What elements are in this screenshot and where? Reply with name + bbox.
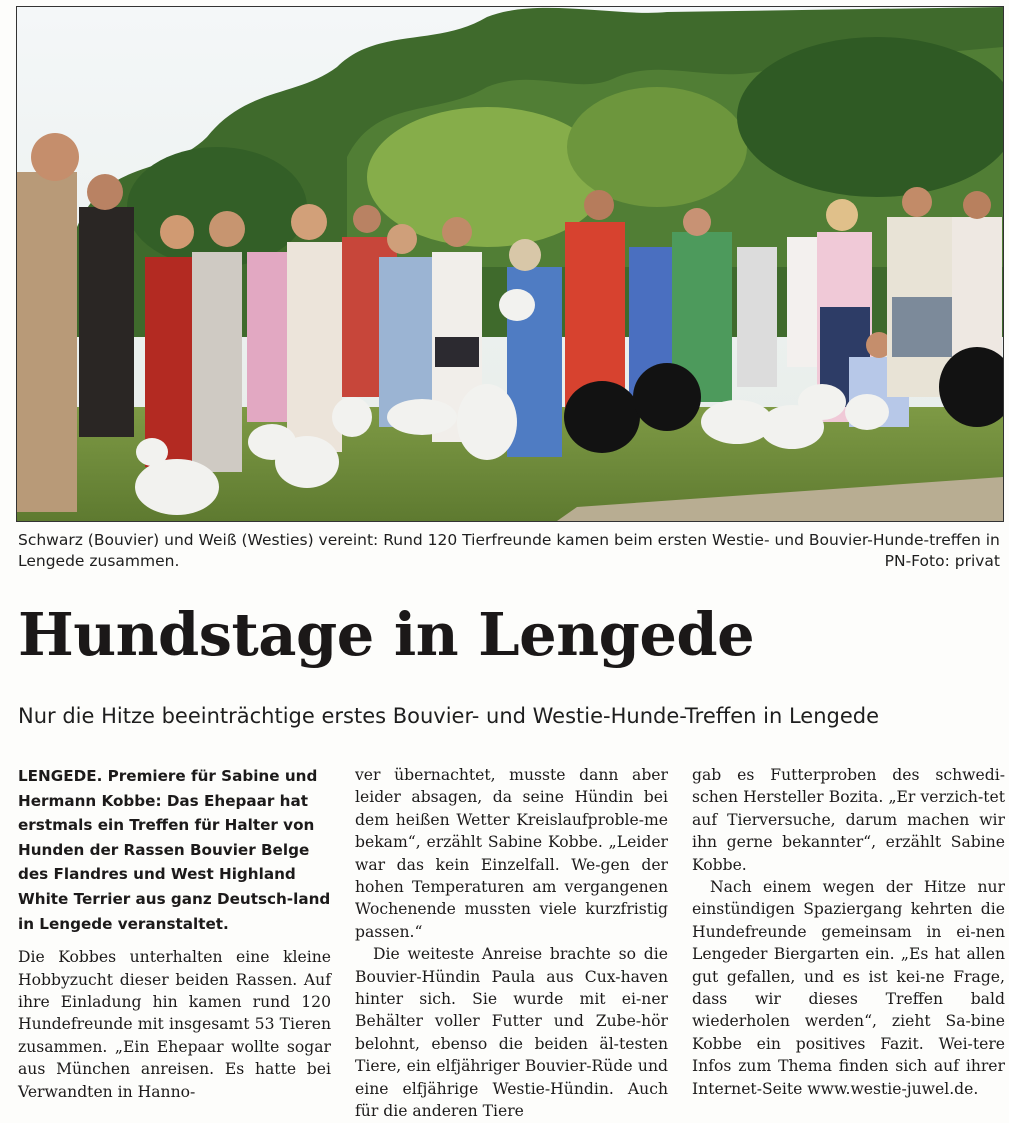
headline: Hundstage in Lengede (18, 600, 755, 669)
article-paragraph: ver übernachtet, musste dann aber leider absagen, da seine Hündin bei dem heißen Wetter Kreislaufproble-me bekam“, erzählt Sabine Kobbe. „Leider war das kein Einzelfall. We-gen der hohen Temperaturen am vergangenen Wochenende mussten viele kurzfristig passen.“ (355, 766, 668, 941)
article-paragraph: Die weiteste Anreise brachte so die Bouvier-Hündin Paula aus Cux-haven hinter sich. Sie wurde mit ei-ner Behälter voller Futter und Zube-hör belohnt, ebenso die beiden äl-testen Tiere, ein elfjähriger Bouvier-Rüde und eine elfjährige Westie-Hündin. Auch für die anderen Tiere (355, 945, 668, 1121)
article-paragraph: Die Kobbes unterhalten eine kleine Hobbyzucht dieser beiden Rassen. Auf ihre Einladung hin kamen rund 120 Hundefreunde mit insgesamt 53 Tieren zusammen. „Ein Ehepaar wollte sogar aus München anreisen. Es hatte bei Verwandten in Hanno- (18, 948, 331, 1101)
article-paragraph: gab es Futterproben des schwedi-schen Hersteller Bozita. „Er verzich-tet auf Tierversuche, darum machen wir ihn gerne bekannter“, erzählt Sabine Kobbe. (692, 766, 1005, 874)
article-column-3 (692, 764, 1005, 1100)
article-paragraph: Nach einem wegen der Hitze nur einstündigen Spaziergang kehrten die Hundefreunde gemeinsam in ei-nen Lengeder Biergarten ein. „Es hat allen gut gefallen, und es ist kei-ne Frage, dass wir dieses Treffen bald wiederholen werden“, zieht Sa-bine Kobbe ein positives Fazit. Wei-tere Infos zum Thema finden sich auf ihrer Internet-Seite www.westie-juwel.de. (692, 878, 1005, 1098)
article-lead: LENGEDE. Premiere für Sabine und Hermann Kobbe: Das Ehepaar hat erstmals ein Treffen für Halter von Hunden der Rassen Bouvier Belge des Flandres und West Highland White Terrier aus ganz Deutsch-land in Lengede veranstaltet. (18, 767, 331, 933)
article-photo (16, 6, 1004, 522)
caption-text: Schwarz (Bouvier) und Weiß (Westies) vereint: Rund 120 Tierfreunde kamen beim ersten Westie- und Bouvier-Hunde-treffen in Lengede zusammen. (18, 531, 1000, 570)
photo-caption (18, 530, 1004, 572)
photo-credit: PN-Foto: privat (884, 552, 1000, 570)
group-photo-dogs (17, 7, 1003, 521)
article-column-1 (18, 764, 331, 1103)
article-column-2 (355, 764, 668, 1123)
subheadline: Nur die Hitze beeinträchtige erstes Bouvier- und Westie-Hunde-Treffen in Lengede (18, 704, 879, 728)
